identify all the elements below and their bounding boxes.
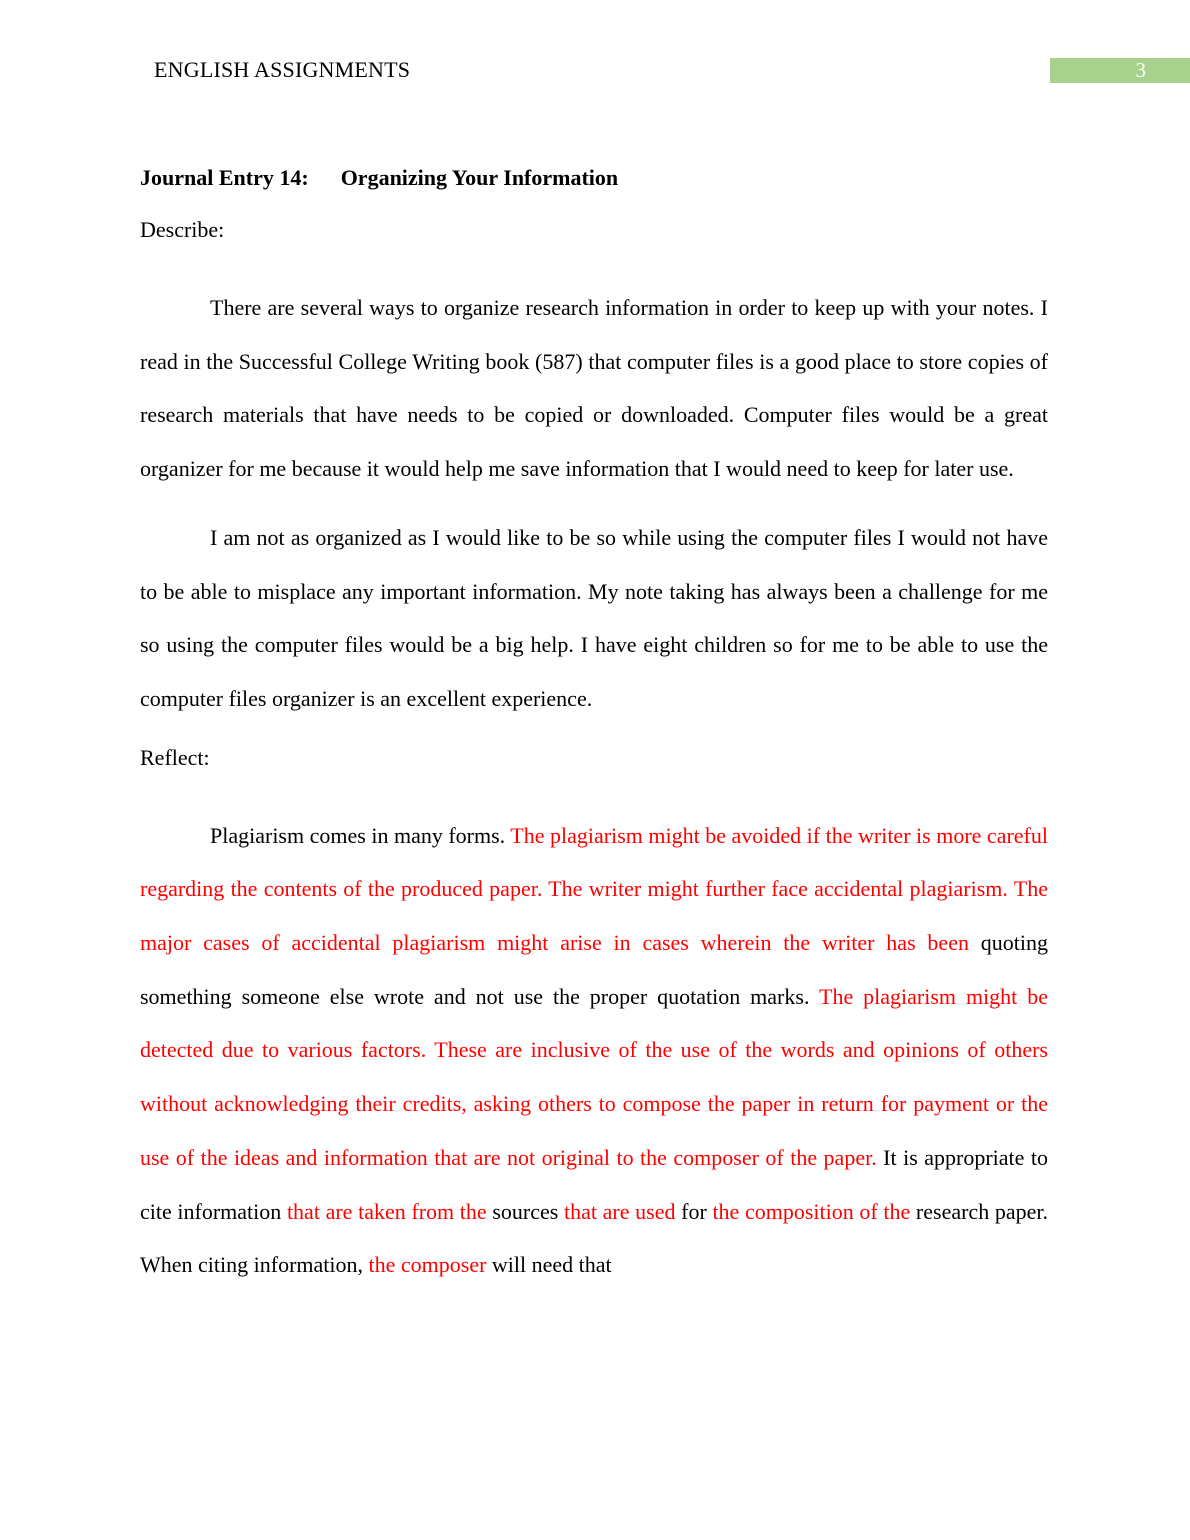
reflect-paragraph [140, 809, 1048, 1292]
reflect-text-segment: research paper. When citing information, [140, 1198, 1048, 1278]
describe-paragraph-1: There are several ways to organize research information in order to keep up with your notes. I read in the Successful College Writing book (587) that computer files is a good place to store copies of research materials that have needs to be copied or downloaded. Computer files would be a great organizer for me because it would help me save information that I would need to keep for later use. [140, 295, 1048, 482]
entry-heading: Organizing Your Information [340, 165, 619, 190]
reflect-highlight-segment: that are taken from the [286, 1198, 487, 1224]
document-body [140, 160, 1048, 1307]
reflect-text-segment: quoting something someone else wrote and not use the proper quotation marks. [140, 930, 1048, 1009]
running-head: ENGLISH ASSIGNMENTS [154, 57, 411, 82]
reflect-highlight-segment: the composer [368, 1252, 487, 1278]
reflect-text-segment: sources [486, 1198, 564, 1224]
reflect-highlight-segment: the composition of the [712, 1198, 911, 1224]
reflect-text-segment: It is appropriate to cite information [140, 1144, 1048, 1224]
reflect-highlight-segment: The plagiarism might be avoided if the writer is more careful regarding the contents of the produced paper. The writer might further face accidental plagiarism. The major cases of accidental plagiarism might arise in cases wherein the writer has been [140, 822, 1048, 956]
reflect-text-segment: for [675, 1198, 713, 1224]
reflect-text-segment: will need that [486, 1252, 612, 1278]
page-number-box [1050, 58, 1190, 83]
entry-title [140, 160, 1048, 196]
describe-paragraph-2: I am not as organized as I would like to be so while using the computer files I would not have to be able to misplace any important information. My note taking has always been a challenge for me so using the computer files would be a big help. I have eight children so for me to be able to use the computer files organizer is an excellent experience. [140, 524, 1048, 711]
reflect-highlight-segment: The plagiarism might be detected due to various factors. These are inclusive of the use of the words and opinions of others without acknowledging their credits, asking others to compose the paper in return for payment or the use of the ideas and information that are not original to the composer of the paper. [140, 983, 1048, 1170]
entry-label: Journal Entry 14: [140, 165, 309, 190]
reflect-label: Reflect: [140, 744, 210, 770]
reflect-highlight-segment: that are used [563, 1198, 676, 1224]
reflect-text-segment: Plagiarism comes in many forms. [210, 822, 511, 848]
page-number: 3 [1135, 58, 1146, 82]
describe-label: Describe: [140, 217, 225, 242]
